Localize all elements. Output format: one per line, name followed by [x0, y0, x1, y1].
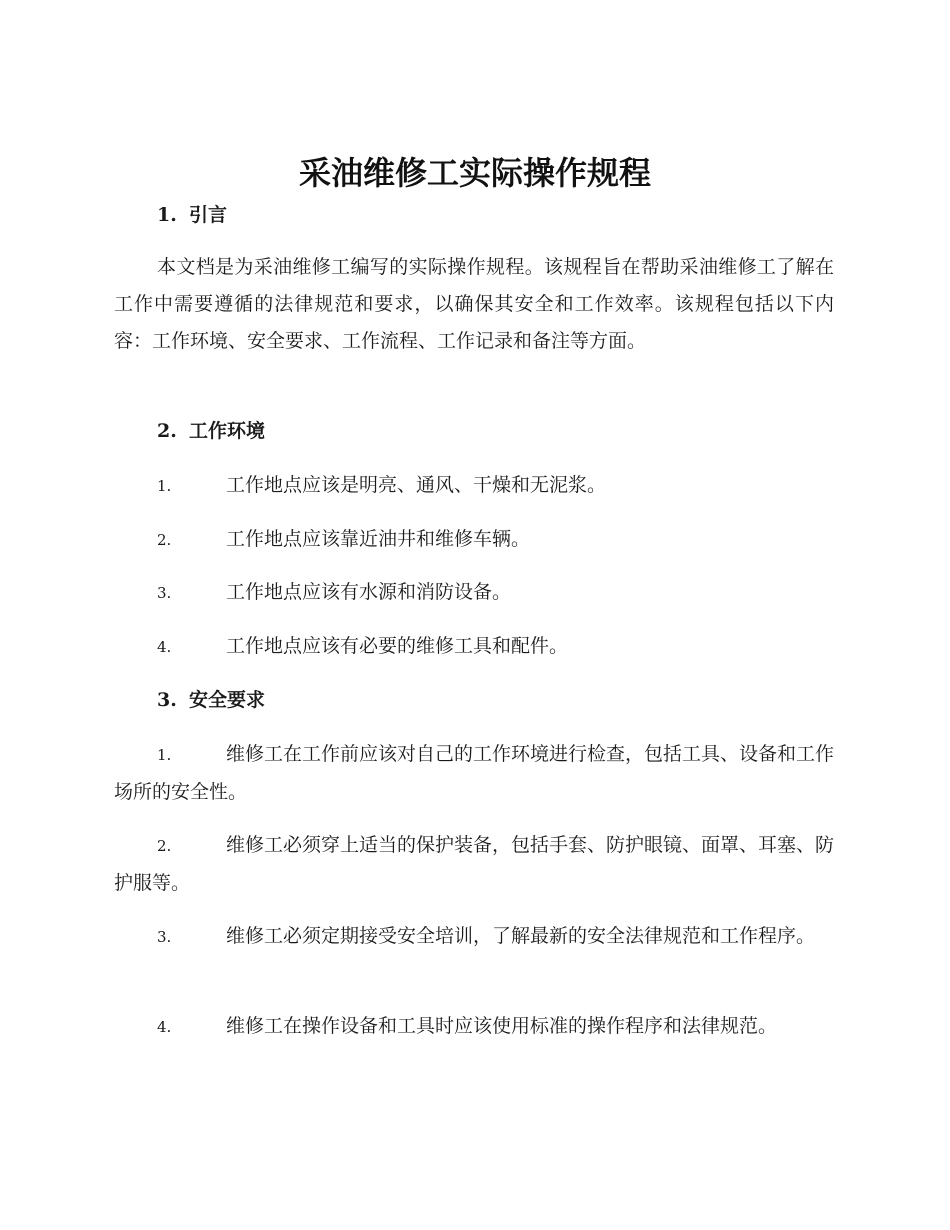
list-item-text: 工作地点应该是明亮、通风、干燥和无泥浆。 — [226, 474, 607, 496]
section-heading-work-environment — [157, 417, 265, 445]
section-number: 3. — [157, 689, 177, 711]
list-item-number: 4. — [157, 1018, 172, 1036]
list-item-text: 维修工必须定期接受安全培训，了解最新的安全法律规范和工作程序。 — [226, 925, 816, 947]
section-number: 2. — [157, 420, 177, 442]
list-item-text: 工作地点应该靠近油井和维修车辆。 — [226, 528, 531, 550]
section-heading-text: 工作环境 — [189, 420, 266, 442]
list-item — [114, 628, 834, 666]
list-item — [114, 827, 834, 902]
list-item — [114, 574, 834, 612]
section-heading-text: 安全要求 — [189, 689, 266, 711]
list-item-number: 2. — [157, 531, 172, 549]
intro-paragraph: 本文档是为采油维修工编写的实际操作规程。该规程旨在帮助采油维修工了解在工作中需要遵循的法律规范和要求，以确保其安全和工作效率。该规程包括以下内容：工作环境、安全要求、工作流程、工作记录和备注等方面。 — [114, 256, 834, 352]
list-item-number: 3. — [157, 584, 172, 602]
list-item-text: 工作地点应该有必要的维修工具和配件。 — [226, 635, 569, 657]
section-heading-text: 引言 — [189, 204, 228, 226]
list-item-number: 4. — [157, 638, 172, 656]
list-item — [114, 467, 834, 505]
document-title: 采油维修工实际操作规程 — [298, 154, 651, 192]
section-heading-intro — [157, 201, 227, 229]
list-item-text: 维修工必须穿上适当的保护装备，包括手套、防护眼镜、面罩、耳塞、防护服等。 — [114, 834, 835, 894]
list-item — [114, 736, 834, 811]
list-item-text: 工作地点应该有水源和消防设备。 — [226, 581, 512, 603]
list-item-number: 1. — [157, 746, 172, 764]
list-item-number: 3. — [157, 928, 172, 946]
section-number: 1. — [157, 204, 177, 226]
list-item-number: 1. — [157, 477, 172, 495]
section-heading-safety — [157, 686, 265, 714]
list-item — [114, 1008, 834, 1046]
list-item — [114, 521, 834, 559]
list-item-number: 2. — [157, 837, 172, 855]
list-item — [114, 918, 834, 956]
list-item-text: 维修工在操作设备和工具时应该使用标准的操作程序和法律规范。 — [226, 1015, 778, 1037]
list-item-text: 维修工在工作前应该对自己的工作环境进行检查，包括工具、设备和工作场所的安全性。 — [114, 743, 835, 803]
